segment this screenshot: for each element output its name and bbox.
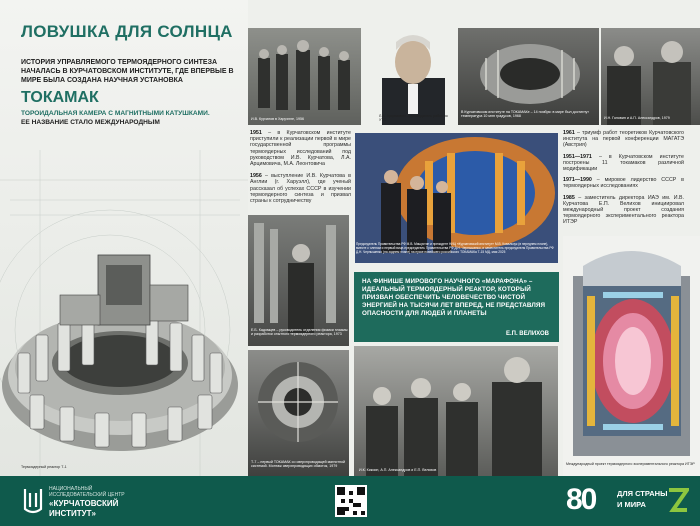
page-title: ЛОВУШКА ДЛЯ СОЛНЦА <box>21 22 233 41</box>
slogan-line-2: И МИРА <box>617 500 646 509</box>
tokamak-t1-image <box>0 235 248 476</box>
timeline-text: – заместитель директора ИАЭ им. И.В. Курчатова Е.П. Велихов инициировал международный проект создания термоядерного экспериментального реактора ИТЭР <box>563 194 684 226</box>
timeline-year: 1951 <box>250 130 262 136</box>
photo-t15md-launch <box>355 133 558 263</box>
quote-text: НА ФИНИШЕ МИРОВОГО НАУЧНОГО «МАРАФОНА» – ИДЕАЛЬНЫЙ ТЕРМОЯДЕРНЫЙ РЕАКТОР, КОТОРЫЙ ПРИЗВАН ОБЕСПЕЧИТЬ ЧЕЛОВЕЧЕСТВО ЧИСТОЙ ЭНЕРГИЕЙ НА ТЫСЯЧИ ЛЕТ ВПЕРЕД, НЕ ПРЕДСТАВЛЯЯ ОПАСНОСТИ ДЛЯ ЛЮДЕЙ И ПЛАНЕТЫ <box>362 278 546 317</box>
qr-code[interactable] <box>335 485 367 517</box>
timeline-year: 1971—1990 <box>563 177 592 184</box>
quote-block <box>354 272 559 342</box>
photo-kikoin-alexandrov-velikhov <box>354 346 558 476</box>
tokamak-heading: ТОКАМАК <box>21 89 99 106</box>
caption-5: Председатель Правительства РФ М.В. Мишустин и президент НИЦ «Курчатовский институт» М.В. Ковальчук (в переднем плане), вместе с членом и первый вице-председатель Правительства РФ Д.Н. Чернышенко, и заместитель председателя Правительства РФ Д.Н. Чернышенко (на заднем плане) на пуске новейшего российского ТОКАМАКа Т-15 МД, мая 2025 <box>356 242 554 254</box>
timeline-item <box>563 130 684 149</box>
timeline-text: – в Курчатовском институте приступили к реализации первой в мире государственной программы термоядерных исследований под руководством И.В. Курчатова, Л.А. Арцимовича, М.А. Леонтовича <box>250 130 351 168</box>
timeline-text: – в Курчатовском институте построены 11 токамаков различной модификации <box>563 153 684 173</box>
photo-t7 <box>248 350 349 476</box>
timeline-year: 1985 <box>563 194 575 201</box>
org-line-2: ИССЛЕДОВАТЕЛЬСКИЙ ЦЕНТР <box>49 492 125 498</box>
photo-artsimovich <box>374 28 453 125</box>
caption-t1: Термоядерный реактор Т-1 <box>21 465 67 469</box>
footer <box>0 476 700 526</box>
slogan-line-1: ДЛЯ СТРАНЫ <box>617 489 668 498</box>
z-mark-icon <box>667 486 689 514</box>
caption-1: И.В. Курчатов в Харуэлле, 1956 <box>251 117 305 121</box>
timeline-item <box>250 130 351 167</box>
timeline-item <box>563 154 684 173</box>
photo-kurchatov-harwell <box>248 28 361 125</box>
org-line-1: НАЦИОНАЛЬНЫЙ <box>49 486 93 492</box>
kurchatov-logo-icon <box>21 485 45 517</box>
org-name-2: ИНСТИТУТ» <box>49 509 96 518</box>
org-name-1: «КУРЧАТОВСКИЙ <box>49 499 119 508</box>
tokamak-line-1: ТОРОИДАЛЬНАЯ КАМЕРА С МАГНИТНЫМИ КАТУШКАМИ. <box>21 110 210 117</box>
anniversary-80-logo: 80 <box>566 483 596 516</box>
timeline-right <box>563 130 684 226</box>
timeline-item <box>563 177 684 189</box>
tokamak-line-2: ЕЕ НАЗВАНИЕ СТАЛО МЕЖДУНАРОДНЫМ <box>21 119 160 126</box>
timeline-year: 1951—1971 <box>563 153 592 160</box>
timeline-text: – триумф работ теоретиков Курчатовского института на первой конференции МАГАТЭ (Австрия) <box>563 130 684 149</box>
timeline-year: 1961 <box>563 130 575 136</box>
timeline-item <box>250 173 351 204</box>
timeline-text: – мировое лидерство СССР в термоядерных исследованиях <box>563 177 684 190</box>
caption-8: И.К. Кикоин, А.П. Александров и Е.П. Велихов <box>359 468 437 472</box>
caption-2: Л.А. Арцимович – руководитель работ по УТС <box>379 114 448 123</box>
caption-4: И.Н. Головин и А.П. Александров, 1979 <box>604 116 670 120</box>
timeline-year: 1956 <box>250 173 262 180</box>
timeline-text: – выступление И.В. Курчатова в Англии (г. Харуэлл), где ученый рассказал об успехах СССР в изучении термоядерного синтеза и призвал страны к сотрудничеству <box>250 173 351 205</box>
timeline-left <box>250 130 351 204</box>
photo-kadomtsev <box>248 215 349 346</box>
iter-cutaway-image <box>563 236 700 476</box>
photo-tokamak-1968 <box>458 28 599 125</box>
quote-author: Е.П. ВЕЛИХОВ <box>505 331 549 337</box>
photo-golovin-alexandrov <box>601 28 700 125</box>
intro-text: ИСТОРИЯ УПРАВЛЯЕМОГО ТЕРМОЯДЕРНОГО СИНТЕЗА НАЧАЛАСЬ В КУРЧАТОВСКОМ ИНСТИТУТЕ, ГДЕ ВПЕРВЫЕ В МИРЕ БЫЛА СОЗДАНА НАУЧНАЯ УСТАНОВКА <box>21 59 234 84</box>
caption-9: Международный проект термоядерного экспериментального реактора ИТЭР <box>566 462 695 466</box>
timeline-item <box>563 195 684 226</box>
caption-3: В Курчатовском институте на ТОКАМАКе – 14 ноября: в мире был достигнут температура 10 млн градусов, 1968 <box>461 110 589 119</box>
caption-7: Т-7 – первый ТОКАМАК со сверхпроводящей магнитной системой. Монтаж сверхпроводящих обмоток, 1979 <box>251 460 345 469</box>
caption-6: Е.Б. Кадомцев – руководитель отделения физики плазмы и разработки опытного термоядерного реактора, 1973 <box>251 328 348 337</box>
